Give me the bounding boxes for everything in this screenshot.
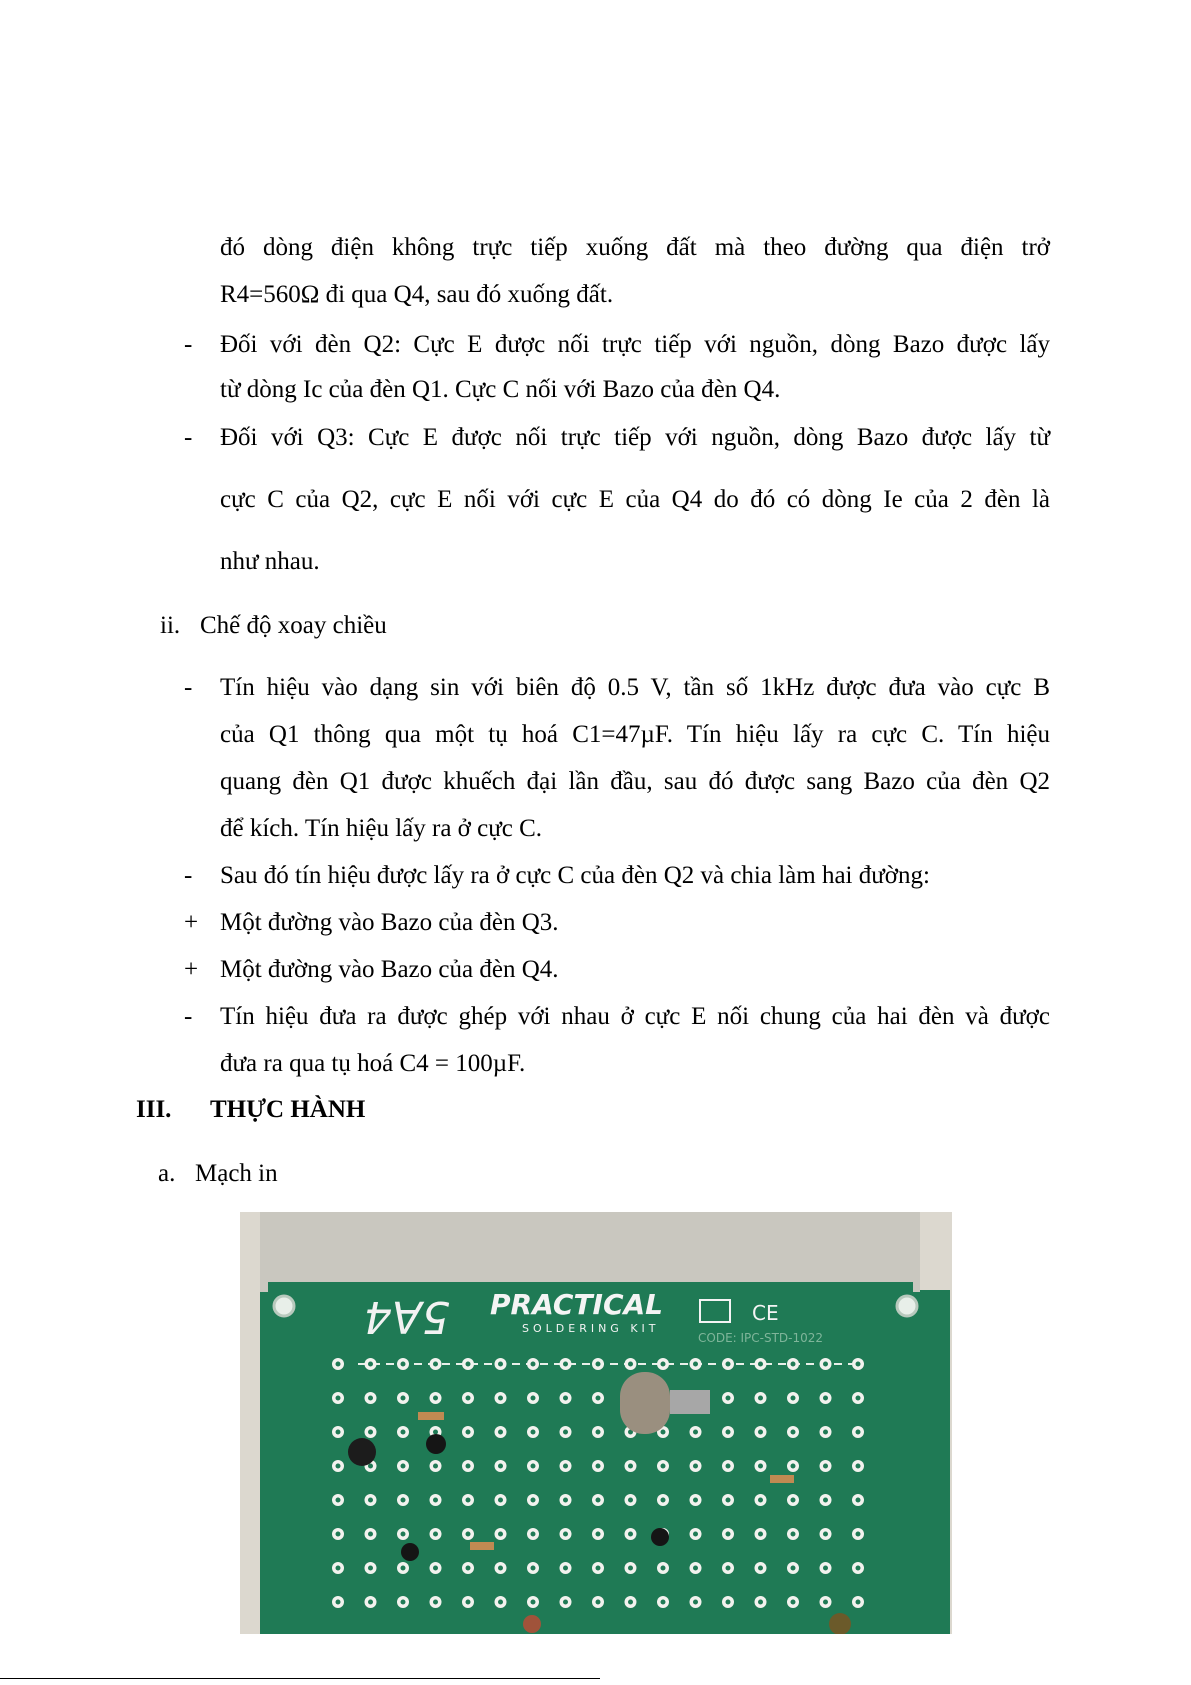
bullet-line: Một đường vào Bazo của đèn Q4. [220,956,559,983]
dash-marker: - [184,1003,193,1030]
pad-hole [823,1600,828,1605]
pad-hole [368,1362,373,1367]
pad-hole [823,1464,828,1469]
pad-hole [661,1566,666,1571]
pad-hole [433,1362,438,1367]
pad-hole [433,1566,438,1571]
pad-hole [466,1430,471,1435]
pad-hole [596,1430,601,1435]
bullet-line: của Q1 thông qua một tụ hoá C1=47µF. Tín hiệu lấy ra cực C. Tín hiệu [220,721,1050,748]
pad-hole [531,1600,536,1605]
pad-hole [336,1600,341,1605]
pad-hole [856,1396,861,1401]
pad-hole [726,1362,731,1367]
transistor [651,1528,669,1546]
bullet-line: Đối với đèn Q2: Cực E được nối trực tiếp với nguồn, dòng Bazo được lấy [220,331,1050,358]
pad-hole [661,1464,666,1469]
subsection-title: Mạch in [195,1160,278,1187]
pad-hole [823,1498,828,1503]
pad-hole [791,1464,796,1469]
pad-hole [693,1498,698,1503]
pad-hole [401,1566,406,1571]
resistor [470,1542,494,1550]
pad-hole [498,1532,503,1537]
section-marker: III. [136,1096,172,1123]
pad-hole [336,1362,341,1367]
pad-hole [498,1430,503,1435]
pad-hole [791,1396,796,1401]
pad-hole [856,1362,861,1367]
pad-hole [693,1430,698,1435]
dash-marker: - [184,331,193,358]
board-code: CODE: IPC-STD-1022 [698,1331,824,1345]
pad-hole [758,1566,763,1571]
pad-hole [563,1464,568,1469]
pad-hole [726,1600,731,1605]
bullet-line: Một đường vào Bazo của đèn Q3. [220,909,559,936]
pad-hole [336,1566,341,1571]
pad-hole [433,1498,438,1503]
dash-marker: - [184,424,193,451]
pad-hole [856,1498,861,1503]
pad-hole [401,1362,406,1367]
pad-hole [336,1396,341,1401]
pad-hole [401,1532,406,1537]
pad-hole [628,1498,633,1503]
pad-hole [531,1498,536,1503]
pad-hole [726,1498,731,1503]
pad-hole [596,1396,601,1401]
pad-hole [368,1498,373,1503]
pad-hole [596,1600,601,1605]
paragraph-line: R4=560Ω đi qua Q4, sau đó xuống đất. [220,281,614,308]
pad-hole [693,1532,698,1537]
pad-hole [726,1430,731,1435]
pad-hole [531,1396,536,1401]
pad-hole [531,1362,536,1367]
subsection-title: Chế độ xoay chiều [200,612,387,639]
pad-hole [693,1566,698,1571]
pad-hole [401,1498,406,1503]
pad-hole [726,1566,731,1571]
pad-hole [693,1362,698,1367]
bullet-line: để kích. Tín hiệu lấy ra ở cực C. [220,815,543,842]
pad-hole [531,1464,536,1469]
pad-hole [791,1566,796,1571]
pad-hole [726,1464,731,1469]
pad-hole [401,1464,406,1469]
pad-hole [433,1396,438,1401]
plus-marker: + [184,909,199,936]
pad-hole [368,1600,373,1605]
capacitor [523,1615,541,1633]
bullet-line: cực C của Q2, cực E nối với cực E của Q4 do đó có dòng Ie của 2 đèn là [220,486,1050,513]
pad-hole [856,1566,861,1571]
pad-hole [433,1600,438,1605]
pad-hole [596,1464,601,1469]
pad-hole [401,1600,406,1605]
pad-hole [498,1600,503,1605]
pad-hole [531,1566,536,1571]
ce-mark: CE [752,1301,779,1325]
bullet-line: từ dòng Ic của đèn Q1. Cực C nối với Bazo của đèn Q4. [220,376,781,403]
pad-hole [466,1532,471,1537]
transistor [426,1434,446,1454]
footer-rule [0,1678,600,1679]
pad-hole [563,1532,568,1537]
pad-hole [401,1396,406,1401]
handwriting: 5A4 [363,1291,450,1342]
pad-hole [596,1566,601,1571]
pad-hole [563,1430,568,1435]
pad-hole [336,1430,341,1435]
pad-hole [856,1464,861,1469]
pad-hole [466,1600,471,1605]
pad-hole [336,1464,341,1469]
pad-hole [628,1362,633,1367]
pad-hole [726,1396,731,1401]
pad-hole [823,1396,828,1401]
mounting-hole [897,1296,917,1316]
pad-hole [758,1498,763,1503]
potentiometer [620,1372,670,1434]
pad-hole [823,1532,828,1537]
pad-hole [466,1396,471,1401]
dash-marker: - [184,862,193,889]
pad-hole [726,1532,731,1537]
pad-hole [466,1464,471,1469]
resistor [770,1475,794,1483]
bullet-line: Tín hiệu đưa ra được ghép với nhau ở cực E nối chung của hai đèn và được [220,1003,1050,1030]
pad-hole [466,1362,471,1367]
bullet-line: Sau đó tín hiệu được lấy ra ở cực C của đèn Q2 và chia làm hai đường: [220,862,930,889]
pad-hole [433,1464,438,1469]
bullet-line: như nhau. [220,548,320,575]
pcb-photo [240,1212,952,1634]
pad-hole [693,1600,698,1605]
section-title: THỰC HÀNH [210,1096,366,1123]
pad-hole [758,1600,763,1605]
pad-hole [498,1396,503,1401]
subsection-marker: ii. [160,612,181,639]
pad-hole [628,1566,633,1571]
pad-hole [563,1396,568,1401]
pad-hole [628,1464,633,1469]
resistor [418,1412,444,1420]
brand-subtitle: SOLDERING KIT [522,1322,660,1335]
pad-hole [823,1362,828,1367]
pad-hole [856,1600,861,1605]
pad-hole [433,1532,438,1537]
pad-hole [368,1566,373,1571]
pad-hole [498,1362,503,1367]
pad-hole [661,1498,666,1503]
pad-hole [693,1464,698,1469]
potentiometer-shaft [670,1390,710,1414]
dash-marker: - [184,674,193,701]
pad-hole [791,1532,796,1537]
pad-hole [791,1430,796,1435]
pad-hole [758,1532,763,1537]
pad-hole [758,1464,763,1469]
pad-hole [856,1430,861,1435]
pad-hole [791,1498,796,1503]
pad-hole [628,1600,633,1605]
pad-hole [433,1430,438,1435]
pad-hole [498,1566,503,1571]
pad-hole [596,1532,601,1537]
pad-hole [791,1362,796,1367]
capacitor [348,1438,376,1466]
bullet-line: quang đèn Q1 được khuếch đại lần đầu, sau đó được sang Bazo của đèn Q2 [220,768,1050,795]
pad-hole [336,1498,341,1503]
pad-hole [401,1430,406,1435]
mounting-hole [274,1296,294,1316]
pad-hole [563,1498,568,1503]
brand-logo: PRACTICAL [490,1288,664,1321]
pad-hole [758,1362,763,1367]
pad-hole [856,1532,861,1537]
pad-hole [563,1566,568,1571]
pad-hole [563,1600,568,1605]
subsection-marker: a. [158,1160,176,1187]
pad-hole [336,1532,341,1537]
pad-hole [531,1430,536,1435]
pad-hole [498,1498,503,1503]
board-top-edge [260,1212,920,1292]
paragraph-line: đó dòng điện không trực tiếp xuống đất mà theo đường qua điện trở [220,234,1050,261]
bullet-line: Tín hiệu vào dạng sin với biên độ 0.5 V, tần số 1kHz được đưa vào cực B [220,674,1050,701]
pad-hole [368,1430,373,1435]
pad-hole [823,1566,828,1571]
plus-marker: + [184,956,199,983]
pad-hole [758,1396,763,1401]
bullet-line: đưa ra qua tụ hoá C4 = 100µF. [220,1050,526,1077]
capacitor [829,1613,851,1634]
pad-hole [368,1532,373,1537]
pad-hole [563,1362,568,1367]
transistor [401,1543,419,1561]
pad-hole [661,1362,666,1367]
pad-hole [791,1600,796,1605]
pad-hole [596,1498,601,1503]
pad-hole [596,1362,601,1367]
pad-hole [661,1430,666,1435]
bullet-line: Đối với Q3: Cực E được nối trực tiếp với nguồn, dòng Bazo được lấy từ [220,424,1050,451]
pad-hole [628,1532,633,1537]
pad-hole [531,1532,536,1537]
pad-hole [823,1430,828,1435]
pad-hole [368,1396,373,1401]
pad-hole [498,1464,503,1469]
pad-hole [466,1566,471,1571]
pad-hole [661,1600,666,1605]
pad-hole [758,1430,763,1435]
pad-hole [466,1498,471,1503]
